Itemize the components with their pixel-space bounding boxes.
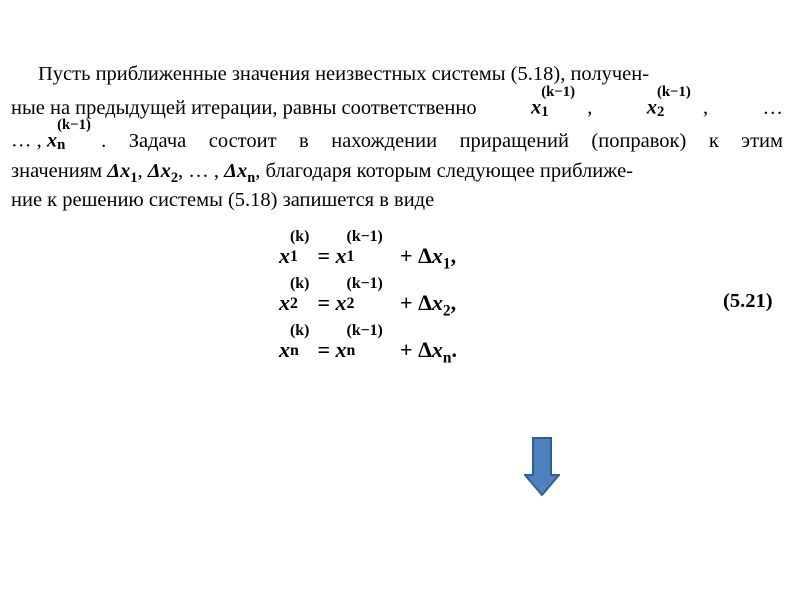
equation-2: x (k) 2 = x (k−1) 2 + $\Delta x_2$, (279, 274, 457, 320)
equation-3: x (k) n = x (k−1) n + $\Delta x_n$. (279, 321, 457, 367)
paragraph-line-3 (11, 117, 783, 153)
equation-1: x (k) 1 = x (k−1) 1 + $\Delta x_1$, (279, 227, 457, 273)
x1-prev: x (k−1) 1 , (530, 84, 593, 120)
x2-prev: x (k−1) 2 , (646, 84, 709, 120)
line3-text: . Задача состоит в нахождении приращений (поправок) к этим (101, 129, 783, 152)
line3-lead: … , x (k−1) n (11, 117, 91, 153)
line1-text: Пусть приближенные значения неизвестных системы (5.18), получен- (38, 63, 650, 85)
line2-text: ные на предыдущей итерации, равны соответственно (11, 96, 477, 119)
paragraph-line-2 (11, 84, 783, 120)
arrow-shape (525, 438, 559, 495)
paragraph-line-4: значениям $\Delta x_1$, $\Delta x_2$, … , $\Delta x_n$, благодаря которым следующее приближе- (11, 160, 634, 187)
equation-number: (5.21) (723, 290, 773, 312)
down-arrow-icon (524, 437, 560, 502)
ellipsis: … (762, 96, 783, 119)
paragraph-line-5: ние к решению системы (5.18) запишется в виде (11, 189, 435, 211)
